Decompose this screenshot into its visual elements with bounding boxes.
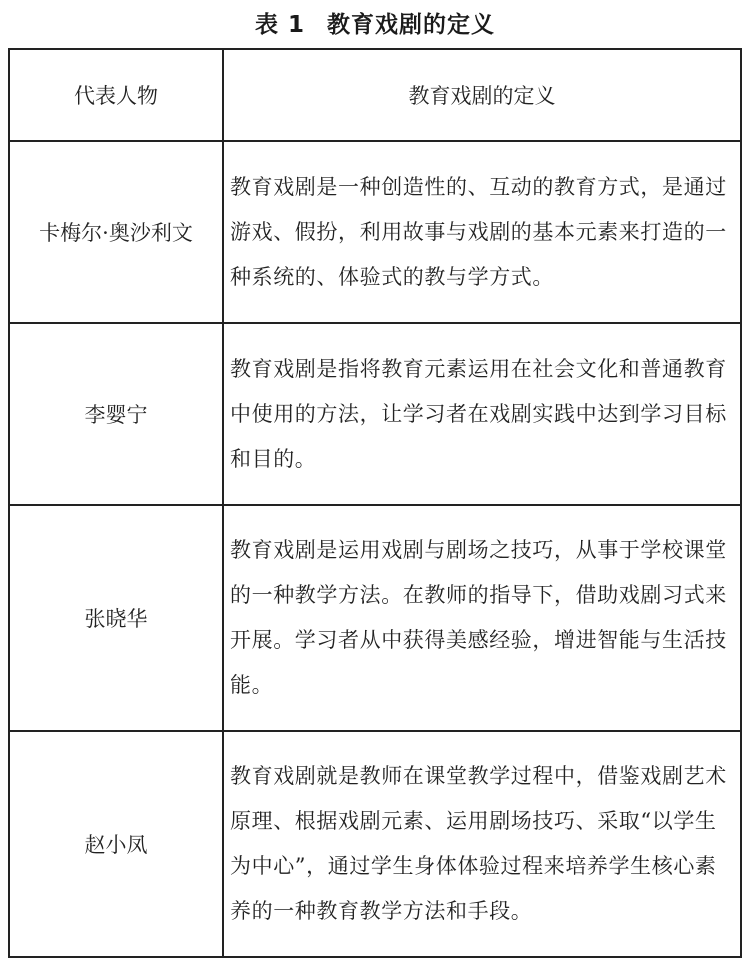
definition-cell: 教育戏剧是一种创造性的、互动的教育方式，是通过游戏、假扮，利用故事与戏剧的基本元素来打造的一种系统的、体验式的教与学方式。	[223, 141, 741, 323]
table-row	[9, 731, 741, 957]
header-representative: 代表人物	[9, 49, 223, 141]
table-row	[9, 141, 741, 323]
definition-cell: 教育戏剧是运用戏剧与剧场之技巧，从事于学校课堂的一种教学方法。在教师的指导下，借助戏剧习式来开展。学习者从中获得美感经验，增进智能与生活技能。	[223, 505, 741, 731]
definition-cell: 教育戏剧就是教师在课堂教学过程中，借鉴戏剧艺术原理、根据戏剧元素、运用剧场技巧、采取“以学生为中心”，通过学生身体体验过程来培养学生核心素养的一种教育教学方法和手段。	[223, 731, 741, 957]
person-cell: 张晓华	[9, 505, 223, 731]
header-definition: 教育戏剧的定义	[223, 49, 741, 141]
table-row	[9, 505, 741, 731]
person-cell: 赵小凤	[9, 731, 223, 957]
table-number: 表 1	[254, 12, 305, 38]
definition-table	[8, 48, 742, 958]
table-caption	[0, 8, 750, 42]
person-cell: 卡梅尔·奥沙利文	[9, 141, 223, 323]
table-row	[9, 323, 741, 505]
definition-cell: 教育戏剧是指将教育元素运用在社会文化和普通教育中使用的方法，让学习者在戏剧实践中达到学习目标和目的。	[223, 323, 741, 505]
table-title: 教育戏剧的定义	[327, 12, 495, 38]
table-header-row	[9, 49, 741, 141]
person-cell: 李婴宁	[9, 323, 223, 505]
